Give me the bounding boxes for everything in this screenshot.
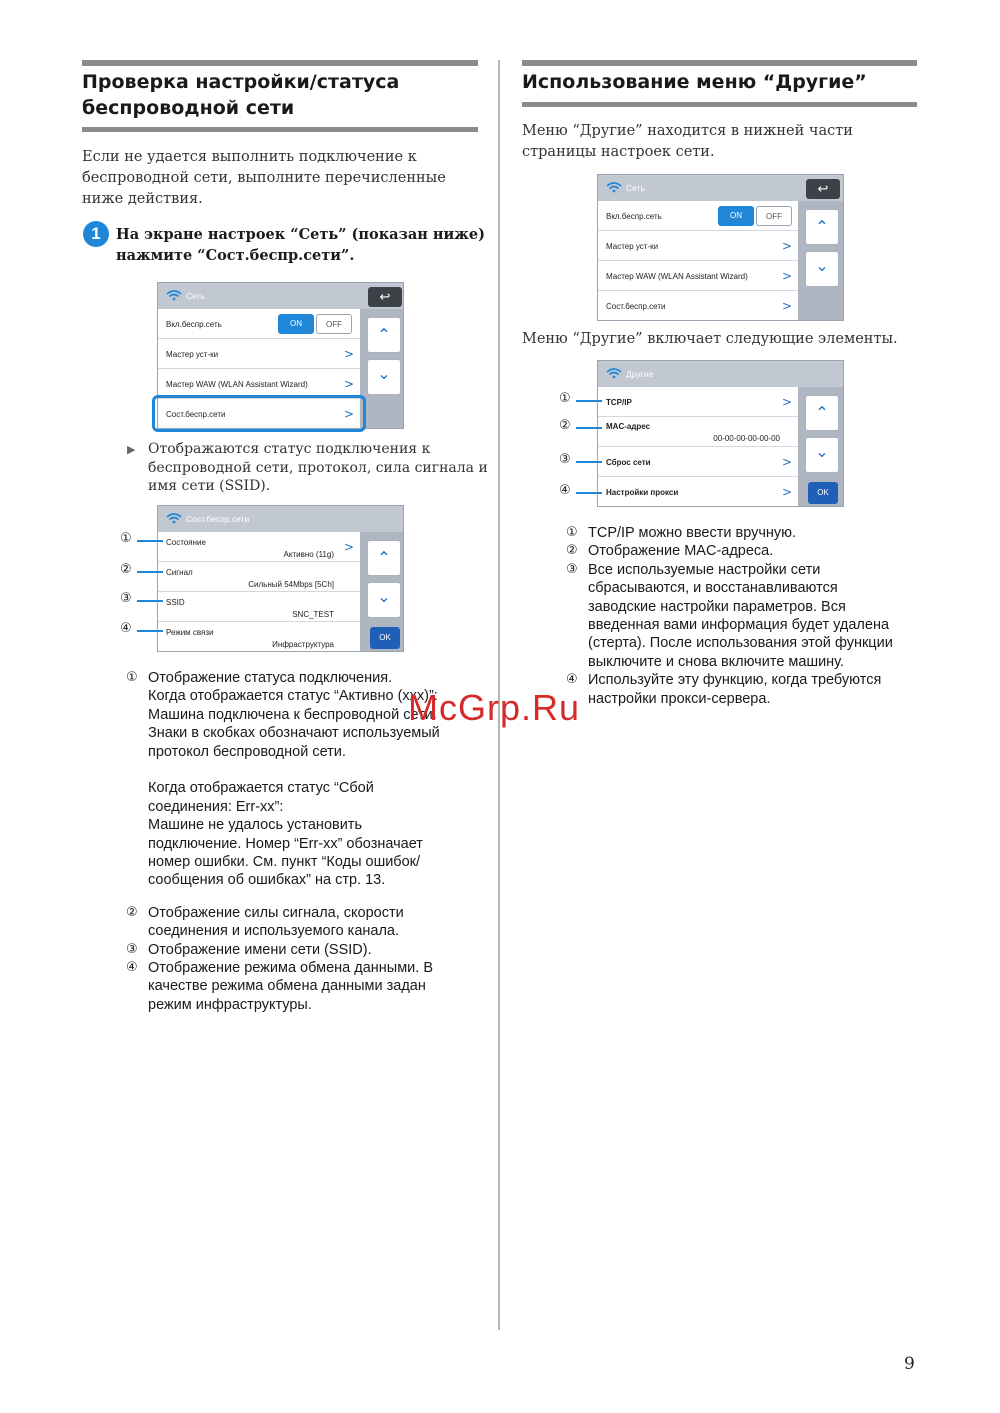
watermark: McGrp.Ru xyxy=(408,687,581,728)
chevron-down-icon: ⌄ xyxy=(377,364,391,383)
heading-top-rule xyxy=(82,60,478,66)
list-item[interactable]: Мастер WAW (WLAN Assistant Wizard) > xyxy=(598,261,798,291)
note-item: ② Отображение MAC-адреса. xyxy=(566,543,774,560)
step-number-badge: 1 xyxy=(83,221,109,247)
intro-paragraph: Если не удается выполнить подключение к беспроводной сети, выполните перечисленные ниже действия. xyxy=(82,149,446,207)
list-item: Сигнал Сильный 54Mbps [5Ch] xyxy=(158,562,360,592)
ok-button[interactable]: OK xyxy=(808,482,838,504)
list-item[interactable]: Сост.беспр.сети > xyxy=(606,299,792,313)
note-item: ③ Все используемые настройки сети сбрасываются, и восстанавливаются заводские настройки параметров. Вся введенная вами информация будет удалена (стерта). После использования этой функции выключите и снова включите машину. xyxy=(566,561,893,670)
wifi-icon xyxy=(166,513,182,524)
callout-leader xyxy=(576,492,602,494)
wireless-on-button[interactable]: ON xyxy=(718,206,754,226)
heading-bottom-rule xyxy=(82,127,478,132)
callout-leader xyxy=(576,427,602,429)
list-item: Режим связи Инфраструктура xyxy=(166,628,334,649)
other-menu-screen xyxy=(597,360,844,507)
wifi-icon xyxy=(606,182,622,193)
callout-leader xyxy=(576,461,602,463)
callout-3: ③ xyxy=(120,591,132,606)
screen-title: Сеть xyxy=(626,183,645,193)
list-item[interactable]: Мастер WAW (WLAN Assistant Wizard) > xyxy=(158,369,360,399)
callout-leader xyxy=(137,540,163,542)
list-item[interactable]: Сост.беспр.сети > xyxy=(166,407,354,421)
note-item: ③ Отображение имени сети (SSID). xyxy=(126,941,372,958)
list-item[interactable]: TCP/IP > xyxy=(598,387,798,417)
section-heading-other-menu: Использование меню “Другие” xyxy=(522,71,867,93)
screen-header xyxy=(598,175,843,201)
chevron-right-icon: > xyxy=(781,299,792,313)
list-item[interactable]: Сброс сети > xyxy=(598,447,798,477)
back-button[interactable] xyxy=(806,179,840,199)
result-text: Отображаются статус подключения к беспроводной сети, протокол, сила сигнала и имя сети (SSID). xyxy=(148,441,488,494)
right-intro: Меню “Другие” находится в нижней части страницы настроек сети. xyxy=(522,123,853,160)
chevron-down-icon: ⌄ xyxy=(377,587,391,606)
chevron-up-icon: ⌃ xyxy=(377,548,391,567)
back-arrow-icon: ↩ xyxy=(379,289,391,304)
list-item: SSID SNC_TEST xyxy=(158,592,360,622)
chevron-up-icon: ⌃ xyxy=(815,217,829,236)
note-item: ② Отображение силы сигнала, скорости соединения и используемого канала. xyxy=(126,904,404,940)
wireless-status-screen xyxy=(157,505,404,652)
list-item[interactable]: Настройки прокси > xyxy=(606,485,792,499)
callout-leader xyxy=(576,400,602,402)
wifi-icon xyxy=(166,290,182,301)
status-list xyxy=(158,532,360,652)
chevron-down-icon: ⌄ xyxy=(815,256,829,275)
list-item: Вкл.беспр.сеть ON OFF xyxy=(598,201,798,231)
chevron-right-icon: > xyxy=(343,540,354,554)
list-item[interactable]: Мастер уст-ки > xyxy=(598,231,798,261)
callout-4: ④ xyxy=(120,621,132,636)
step-instruction: На экране настроек “Сеть” (показан ниже) нажмите “Сост.беспр.сети”. xyxy=(116,226,485,264)
chevron-right-icon: > xyxy=(781,395,792,409)
note-item: ④ Используйте эту функцию, когда требуются настройки прокси-сервера. xyxy=(566,672,882,707)
settings-list xyxy=(598,201,798,321)
chevron-right-icon: > xyxy=(343,347,354,361)
chevron-right-icon: > xyxy=(781,239,792,253)
network-settings-screen xyxy=(597,174,844,321)
callout-leader xyxy=(137,630,163,632)
list-item: MAC-адрес 00-00-00-00-00-00 xyxy=(598,417,798,447)
wireless-on-button[interactable]: ON xyxy=(278,314,314,334)
other-notes xyxy=(566,524,936,708)
callout-1: ① xyxy=(559,391,571,406)
screen-header xyxy=(158,283,403,309)
note-item: ① TCP/IP можно ввести вручную. xyxy=(566,525,797,541)
chevron-up-icon: ⌃ xyxy=(377,325,391,344)
callout-leader xyxy=(137,600,163,602)
callout-4: ④ xyxy=(559,483,571,498)
highlight-frame xyxy=(152,395,366,432)
list-item: Вкл.беспр.сеть ON OFF xyxy=(158,309,360,339)
chevron-right-icon: > xyxy=(343,377,354,391)
chevron-right-icon: > xyxy=(781,455,792,469)
ok-button[interactable]: OK xyxy=(370,627,400,649)
screen-title: Другие xyxy=(626,369,654,379)
callout-leader xyxy=(137,571,163,573)
scroll-down-button[interactable] xyxy=(367,359,401,395)
section-heading-wireless-status: Проверка настройки/статуса беспроводной сети xyxy=(82,71,400,119)
chevron-right-icon: > xyxy=(343,407,354,421)
callout-2: ② xyxy=(120,562,132,577)
wireless-off-button[interactable]: OFF xyxy=(756,206,792,226)
page-number: 9 xyxy=(904,1354,915,1374)
scroll-up-button[interactable] xyxy=(367,540,401,576)
chevron-right-icon: > xyxy=(781,269,792,283)
scroll-up-button[interactable] xyxy=(805,395,839,431)
screen-title: Сост.беспр.сети xyxy=(186,514,250,524)
chevron-up-icon: ⌃ xyxy=(815,403,829,422)
screen-header xyxy=(158,506,403,532)
scroll-down-button[interactable] xyxy=(805,437,839,473)
back-button[interactable] xyxy=(368,287,402,307)
chevron-down-icon: ⌄ xyxy=(815,442,829,461)
chevron-right-icon: > xyxy=(781,485,792,499)
callout-1: ① xyxy=(120,531,132,546)
callout-3: ③ xyxy=(559,452,571,467)
heading-bottom-rule xyxy=(522,102,917,107)
list-item[interactable]: Состояние Активно (11g) > xyxy=(158,532,360,562)
scroll-up-button[interactable] xyxy=(805,209,839,245)
scroll-up-button[interactable] xyxy=(367,317,401,353)
wifi-icon xyxy=(606,368,622,379)
screen-header xyxy=(598,361,843,387)
note-item: ① Отображение статуса подключения. Когда отображается статус “Активно (xxx)”: Машина подключена к беспроводной сети. Знаки в скобках обозначают используемый протокол беспроводной сети. Когда отображается статус “Сбой соединения: Err-xx”: Машине не удалось установить подключение. Номер “Err-xx” обозначает номер ошибки. См. пункт “Коды ошибок/ сообщения об ошибках” на стр. 13. xyxy=(126,670,440,889)
note-item: ④ Отображение режима обмена данными. В качестве режима обмена данными задан режим инфраструктуры. xyxy=(126,960,433,1013)
list-item[interactable]: Мастер уст-ки > xyxy=(158,339,360,369)
scroll-down-button[interactable] xyxy=(805,251,839,287)
result-arrow-icon: ▶ xyxy=(127,443,136,456)
other-list xyxy=(598,387,798,507)
callout-2: ② xyxy=(559,418,571,433)
wireless-off-button[interactable]: OFF xyxy=(316,314,352,334)
back-arrow-icon: ↩ xyxy=(817,181,829,196)
scroll-down-button[interactable] xyxy=(367,582,401,618)
heading-top-rule xyxy=(522,60,917,66)
includes-text: Меню “Другие” включает следующие элементы. xyxy=(522,331,898,347)
screen-title: Сеть xyxy=(186,291,205,301)
